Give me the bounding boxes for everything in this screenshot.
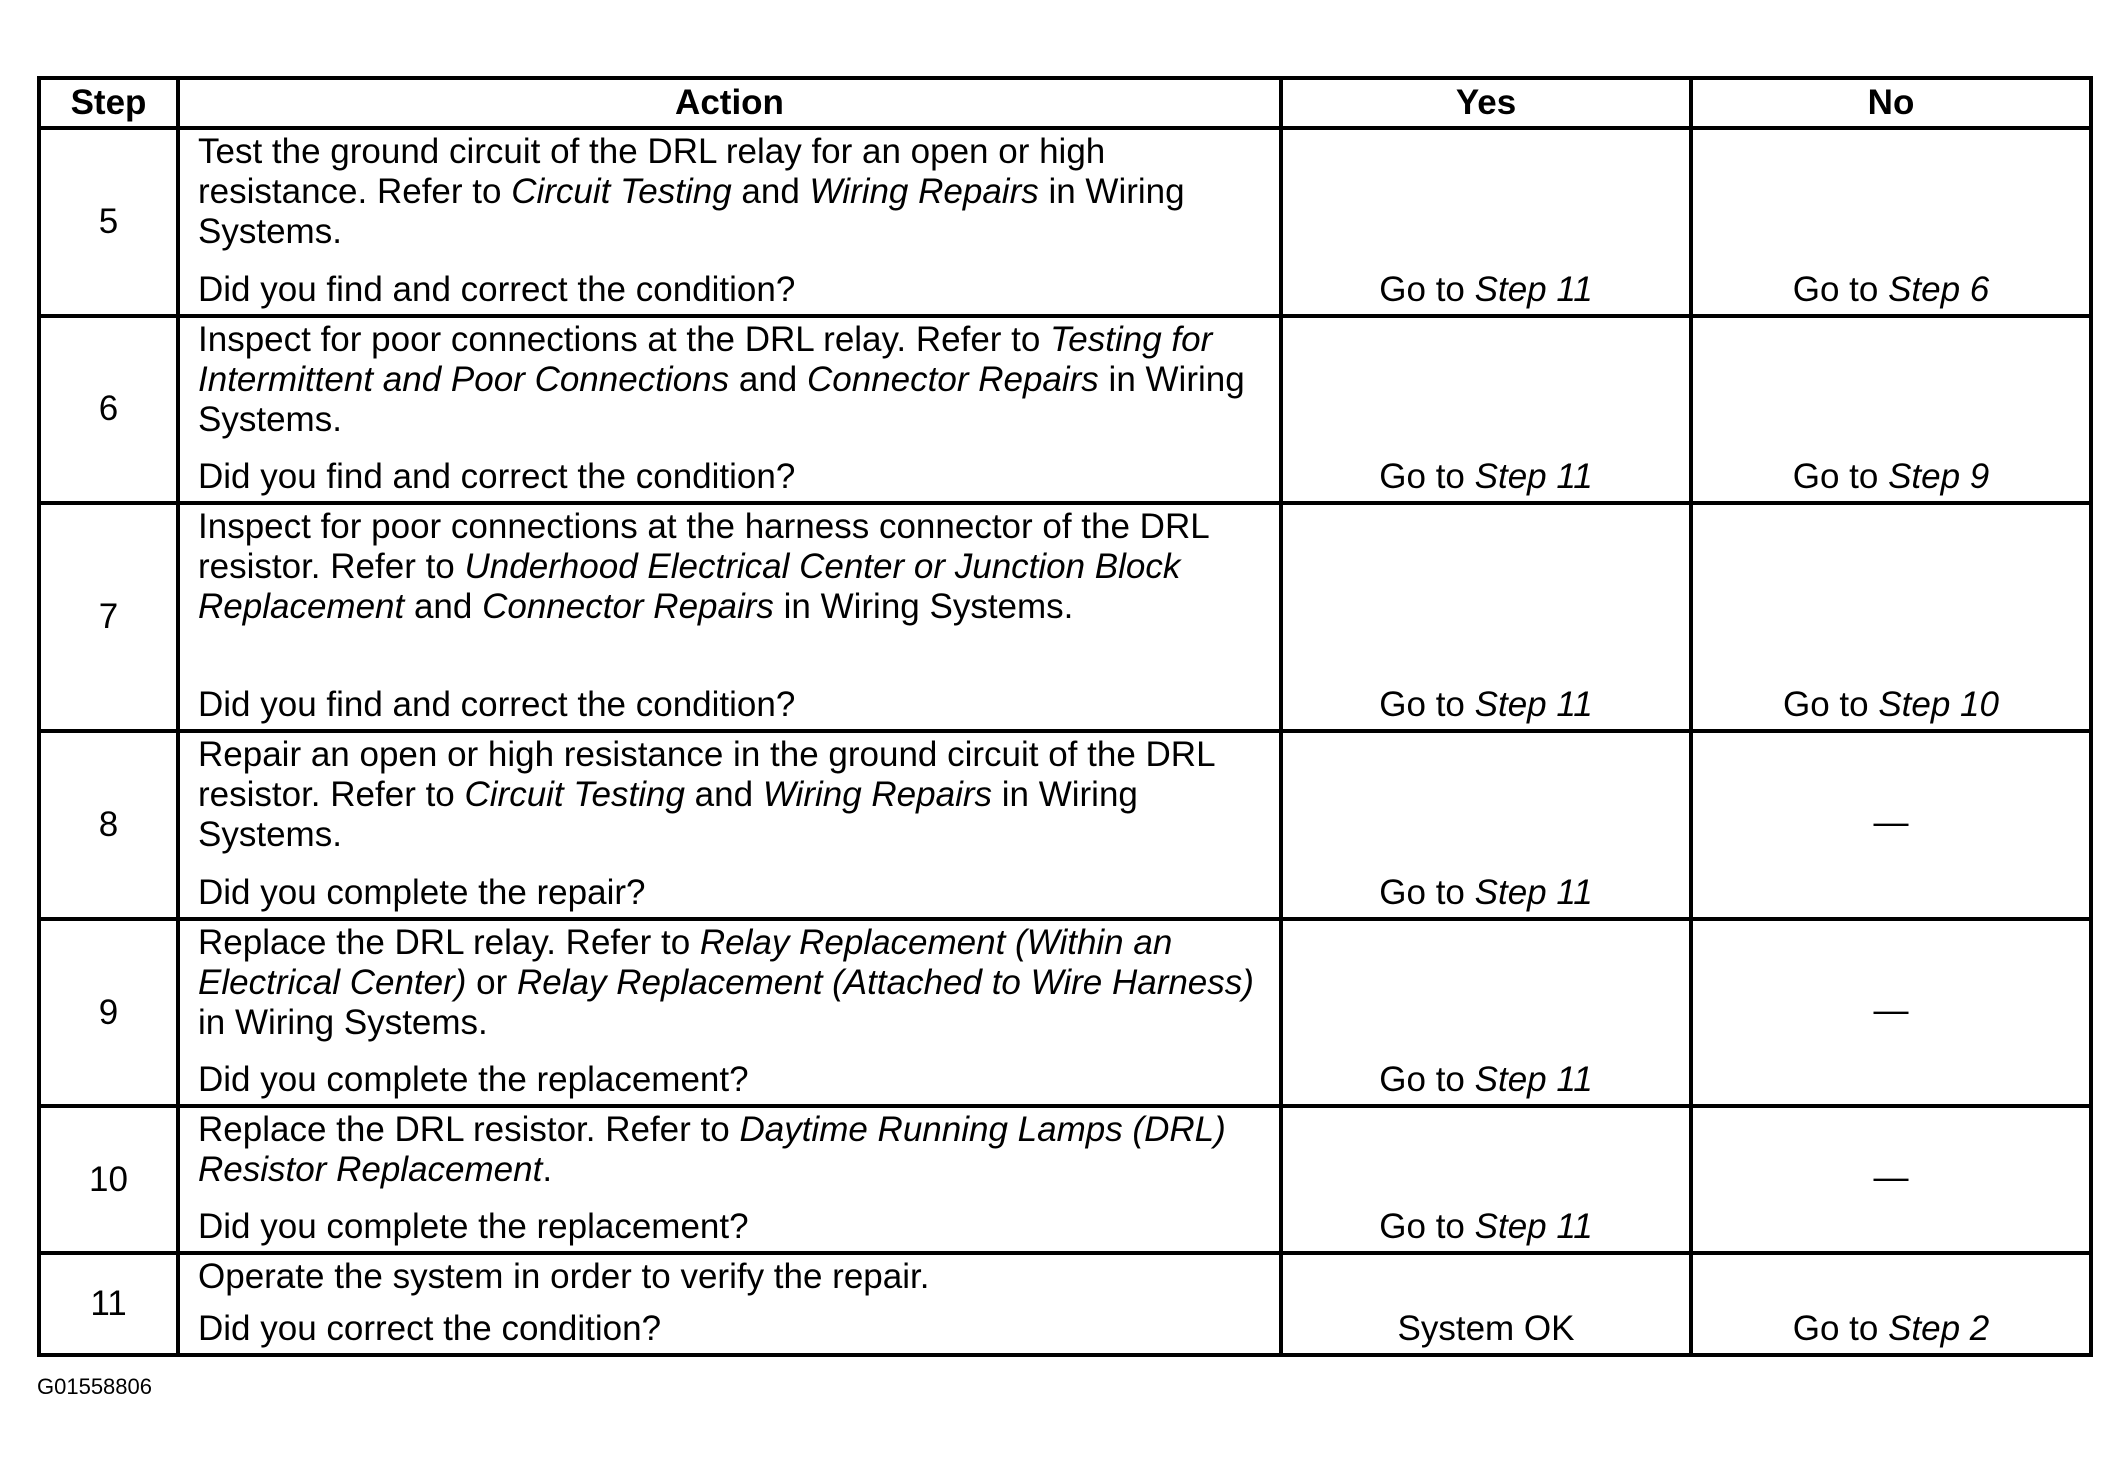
italic-reference: Testing for Intermittent and Poor Connections [198, 319, 1213, 399]
italic-reference: Relay Replacement (Within an Electrical Center) [198, 922, 1173, 1002]
text-run: or [466, 962, 517, 1002]
action-cell [178, 128, 1281, 316]
text-run: Operate the system in order to verify the repair. [198, 1257, 930, 1297]
italic-reference: Step 11 [1474, 1207, 1593, 1247]
no-result [1691, 503, 2091, 731]
table-row [39, 731, 2091, 919]
step-number: 6 [39, 316, 178, 504]
italic-reference: Step 9 [1888, 457, 1990, 496]
italic-reference: Step 11 [1474, 457, 1593, 496]
figure-id: G01558806 [37, 1374, 152, 1399]
action-cell [178, 1106, 1281, 1253]
text-run: Go to [1379, 685, 1475, 725]
yes-result [1281, 1253, 1691, 1355]
text-run: in Wiring Systems. [198, 775, 1138, 855]
text-run: Go to [1379, 1207, 1475, 1247]
text-run: . [542, 1150, 553, 1190]
text-run: and [404, 587, 483, 626]
italic-reference: Relay Replacement (Attached to Wire Harness) [517, 962, 1254, 1002]
italic-reference: Step 11 [1474, 269, 1593, 309]
action-cell [178, 731, 1281, 919]
yes-result [1281, 731, 1691, 919]
question-text: Did you correct the condition? [198, 1309, 662, 1348]
italic-reference: Circuit Testing [511, 172, 732, 211]
text-run: Go to [1783, 685, 1879, 725]
italic-reference: Step 11 [1474, 1060, 1593, 1100]
no-result [1691, 919, 2091, 1107]
italic-reference: Step 6 [1888, 269, 1990, 309]
step-number: 11 [39, 1253, 178, 1355]
italic-reference: Wiring Repairs [809, 172, 1039, 211]
action-cell [178, 503, 1281, 731]
diagnostic-table [37, 76, 2093, 1357]
header-action: Action [178, 78, 1281, 128]
text-run: Go to [1379, 269, 1475, 309]
question-text: Did you find and correct the condition? [198, 457, 796, 496]
text-run: Go to [1792, 269, 1889, 309]
italic-reference: Underhood Electrical Center or Junction Block Replacement [198, 547, 1181, 626]
action-text [198, 507, 1267, 627]
question-text: Did you find and correct the condition? [198, 269, 796, 309]
italic-reference: Step 2 [1888, 1309, 1990, 1348]
table-row [39, 1253, 2091, 1355]
yes-result [1281, 128, 1691, 316]
text-run: — [1873, 803, 1909, 843]
italic-reference: Connector Repairs [482, 587, 774, 626]
yes-result [1281, 316, 1691, 504]
italic-reference: Step 11 [1474, 685, 1593, 725]
question-text: Did you complete the replacement? [198, 1060, 749, 1100]
italic-reference: Daytime Running Lamps (DRL) Resistor Replacement [198, 1110, 1226, 1190]
question-text: Did you find and correct the condition? [198, 685, 796, 725]
step-number: 7 [39, 503, 178, 731]
action-cell [178, 1253, 1281, 1355]
text-run: Go to [1379, 457, 1475, 496]
text-run: and [729, 359, 807, 399]
italic-reference: Wiring Repairs [762, 775, 993, 815]
action-text [198, 132, 1267, 252]
text-run: and [731, 172, 810, 211]
text-run: Go to [1379, 872, 1475, 912]
step-number: 10 [39, 1106, 178, 1253]
step-number: 8 [39, 731, 178, 919]
no-result [1691, 731, 2091, 919]
table-row [39, 316, 2091, 504]
text-run: Go to [1792, 457, 1889, 496]
text-run: — [1873, 1157, 1909, 1197]
yes-result [1281, 1106, 1691, 1253]
table-row [39, 128, 2091, 316]
table-row [39, 919, 2091, 1107]
action-text [198, 923, 1267, 1043]
italic-reference: Circuit Testing [464, 775, 685, 815]
italic-reference: Step 10 [1878, 685, 1999, 725]
action-text [198, 1110, 1267, 1190]
text-run: Repair an open or high resistance in the ground circuit of the DRL resistor. Refer to [198, 735, 1215, 815]
text-run: Go to [1792, 1309, 1889, 1348]
text-run: Test the ground circuit of the DRL relay for an open or high resistance. Refer to [198, 132, 1106, 211]
text-run: in Wiring Systems. [198, 359, 1245, 439]
text-run: in Wiring Systems. [198, 172, 1185, 251]
text-run: and [684, 775, 763, 815]
text-run: in Wiring Systems. [773, 587, 1074, 626]
text-run: System OK [1397, 1309, 1575, 1348]
question-text: Did you complete the replacement? [198, 1207, 749, 1247]
table-row [39, 1106, 2091, 1253]
text-run: Inspect for poor connections at the harness connector of the DRL resistor. Refer to [198, 507, 1209, 586]
no-result [1691, 128, 2091, 316]
action-text [198, 735, 1267, 855]
text-run: Inspect for poor connections at the DRL relay. Refer to [198, 319, 1051, 359]
action-text [198, 1257, 1267, 1297]
text-run: Replace the DRL relay. Refer to [198, 922, 700, 962]
no-result [1691, 316, 2091, 504]
step-number: 5 [39, 128, 178, 316]
table-row [39, 503, 2091, 731]
yes-result [1281, 919, 1691, 1107]
no-result [1691, 1106, 2091, 1253]
yes-result [1281, 503, 1691, 731]
action-text [198, 320, 1267, 440]
action-cell [178, 919, 1281, 1107]
step-number: 9 [39, 919, 178, 1107]
text-run: Replace the DRL resistor. Refer to [198, 1110, 740, 1150]
header-no: No [1691, 78, 2091, 128]
no-result [1691, 1253, 2091, 1355]
italic-reference: Step 11 [1474, 872, 1593, 912]
text-run: in Wiring Systems. [198, 1002, 488, 1042]
action-cell [178, 316, 1281, 504]
header-step: Step [39, 78, 178, 128]
question-text: Did you complete the repair? [198, 872, 646, 912]
header-row [39, 78, 2091, 128]
text-run: Go to [1379, 1060, 1475, 1100]
header-yes: Yes [1281, 78, 1691, 128]
table-body [39, 128, 2091, 1355]
text-run: — [1873, 990, 1909, 1030]
italic-reference: Connector Repairs [807, 359, 1099, 399]
